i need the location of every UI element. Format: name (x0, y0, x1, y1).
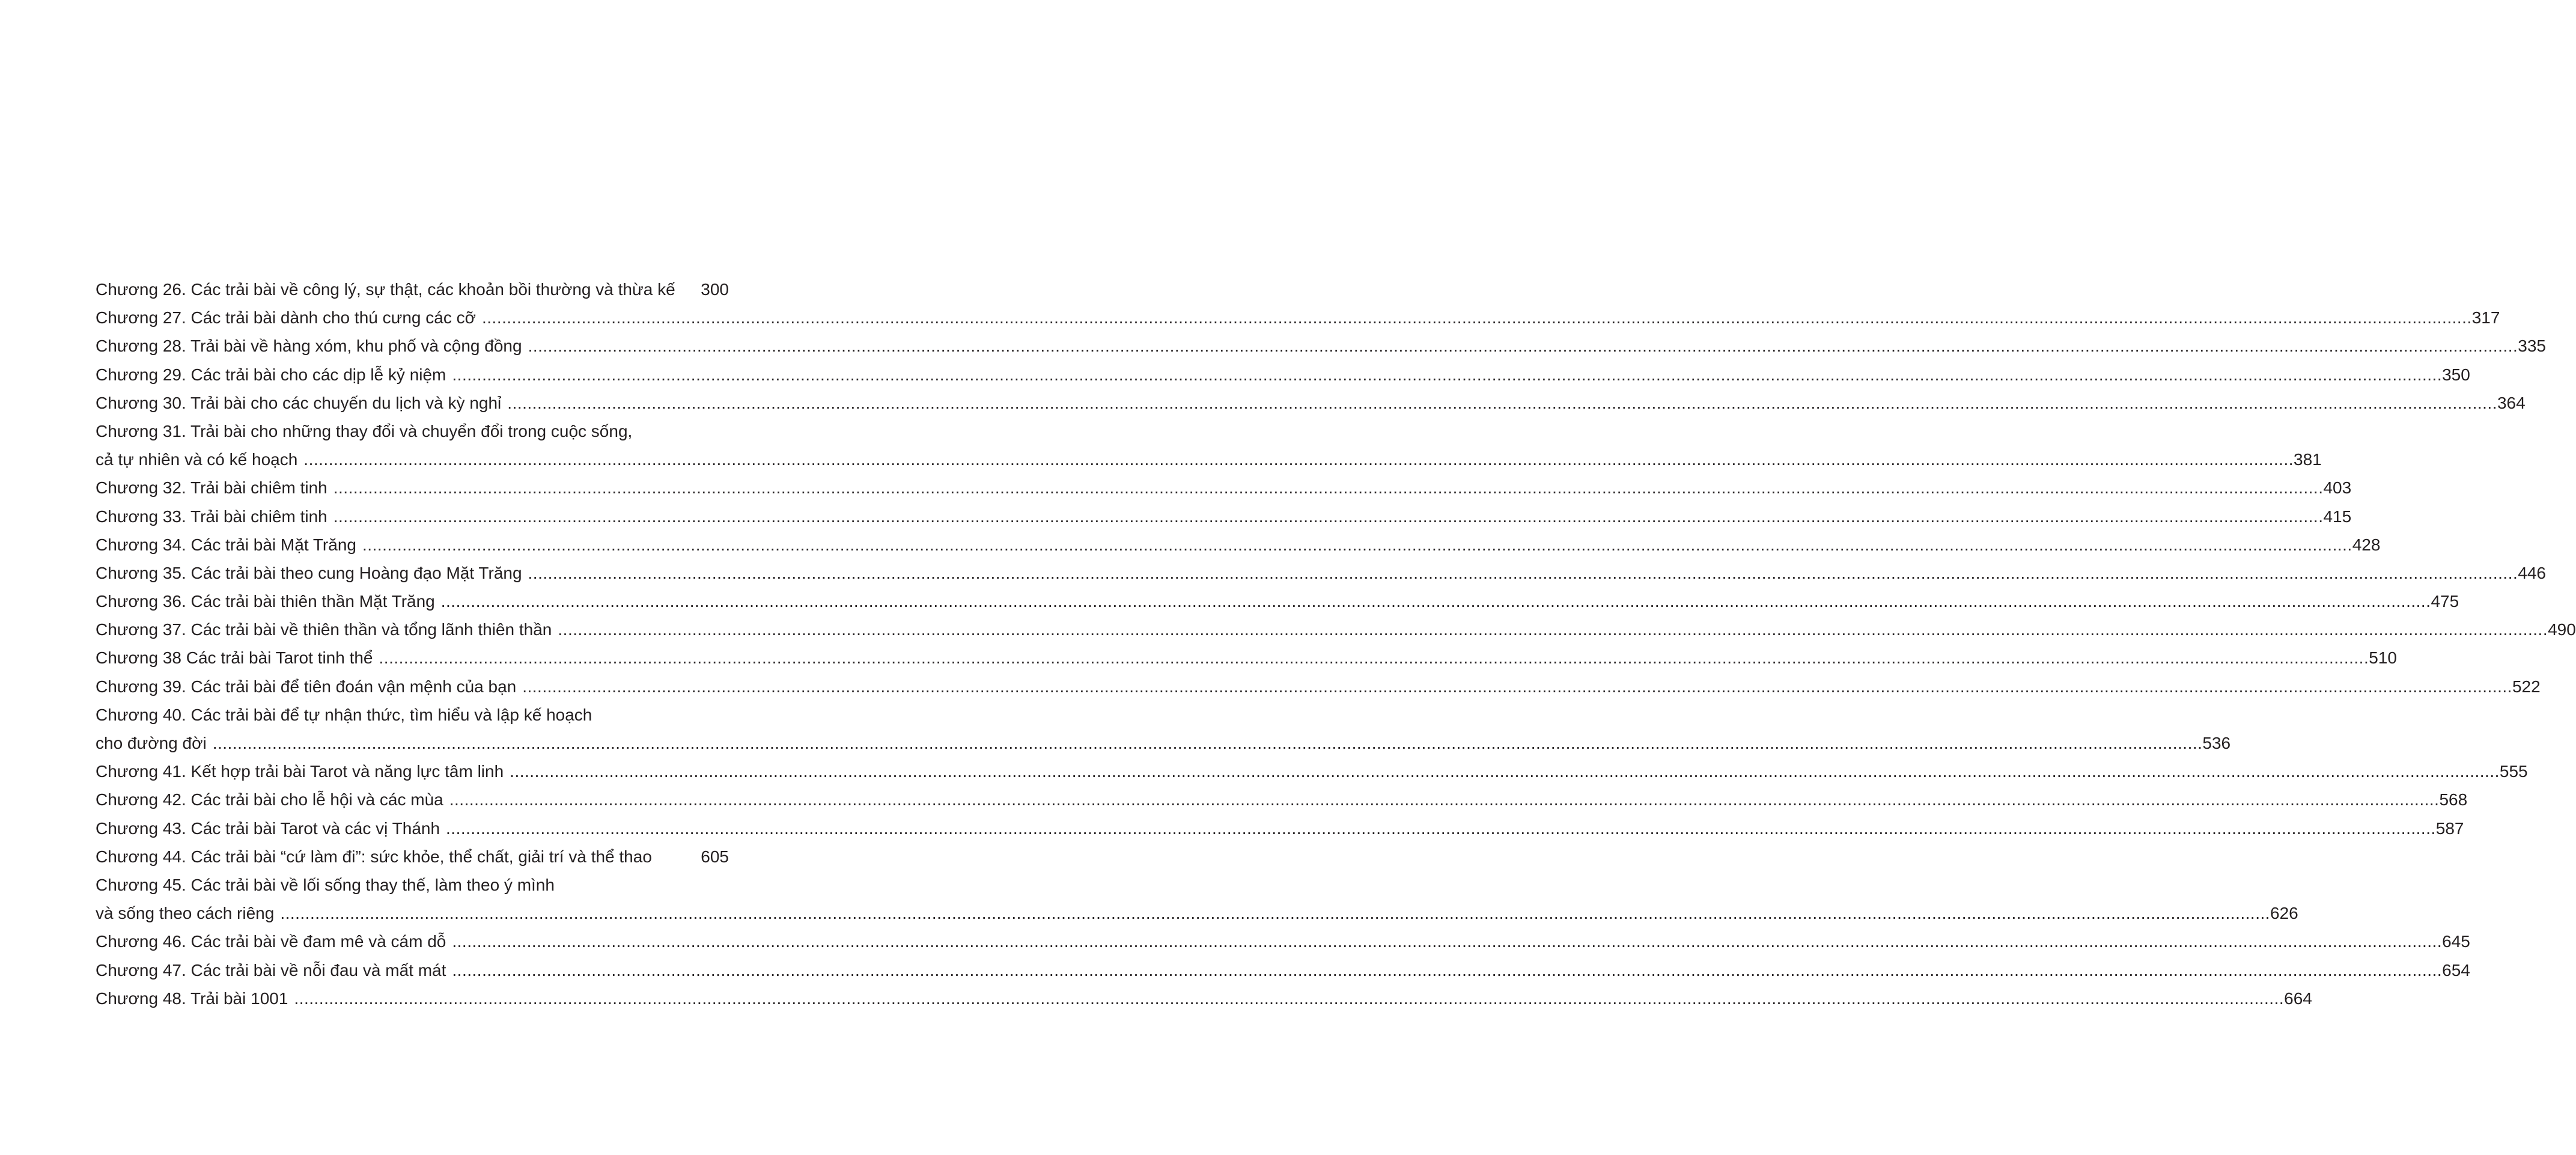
toc-page-number: 415 (2323, 507, 2352, 526)
toc-dot-leader: ................................................................................................................................................................................................................................................................................................................................................................................................................ (294, 989, 2285, 1008)
toc-dot-leader: ................................................................................................................................................................................................................................................................................................................................................................................................................ (507, 393, 2497, 412)
toc-entry-title: Chương 38 Các trải bài Tarot tinh thể (96, 648, 373, 668)
toc-dot-leader: ................................................................................................................................................................................................................................................................................................................................................................................................................ (303, 450, 2294, 469)
toc-entry (96, 531, 2381, 559)
toc-entry-title: Chương 27. Các trải bài dành cho thú cưng các cỡ (96, 308, 476, 328)
toc-entry-title: Chương 34. Các trải bài Mặt Trăng (96, 535, 356, 554)
toc-entry (96, 615, 2576, 644)
toc-entry (96, 757, 2528, 785)
toc-entry-title: Chương 42. Các trải bài cho lễ hội và các mùa (96, 790, 443, 809)
toc-dot-leader: ................................................................................................................................................................................................................................................................................................................................................................................................................ (449, 790, 2440, 809)
toc-entry (96, 559, 2546, 587)
toc-page-number: 522 (2512, 677, 2541, 696)
toc-entry (96, 785, 2468, 814)
toc-entry-title: Chương 41. Kết hợp trải bài Tarot và năng lực tâm linh (96, 762, 504, 781)
toc-dot-leader: ................................................................................................................................................................................................................................................................................................................................................................................................................ (280, 904, 2271, 923)
toc-page-number: 335 (2518, 337, 2546, 356)
toc-dot-leader: ................................................................................................................................................................................................................................................................................................................................................................................................................ (379, 648, 2369, 668)
toc-page-number: 645 (2442, 932, 2470, 951)
toc-entry (96, 474, 2352, 502)
toc-page-number: 446 (2518, 563, 2546, 582)
toc-entry (96, 417, 729, 445)
toc-page-number: 587 (2435, 818, 2464, 838)
toc-entry-title: Chương 48. Trải bài 1001 (96, 989, 288, 1008)
toc-page-number: 568 (2439, 790, 2468, 809)
toc-entry-title: Chương 28. Trải bài về hàng xóm, khu phố và cộng đồng (96, 337, 522, 356)
toc-dot-leader: ................................................................................................................................................................................................................................................................................................................................................................................................................ (446, 818, 2436, 838)
toc-entry-title: cả tự nhiên và có kế hoạch (96, 450, 298, 469)
toc-dot-leader: ................................................................................................................................................................................................................................................................................................................................................................................................................ (333, 507, 2324, 526)
toc-dot-leader: ................................................................................................................................................................................................................................................................................................................................................................................................................ (558, 620, 2548, 639)
toc-entry (96, 361, 2470, 389)
toc-entry-title: Chương 30. Trải bài cho các chuyến du lịch và kỳ nghỉ (96, 393, 502, 412)
toc-entry (96, 956, 2470, 984)
toc-entry-title: Chương 46. Các trải bài về đam mê và cám dỗ (96, 932, 446, 951)
toc-entry-title: Chương 47. Các trải bài về nỗi đau và mất mát (96, 960, 446, 980)
toc-entry-title: Chương 39. Các trải bài để tiên đoán vận mệnh của bạn (96, 677, 517, 696)
toc-entry-title: Chương 32. Trải bài chiêm tinh (96, 478, 327, 498)
toc-page-number: 300 (701, 280, 729, 299)
toc-entry-title: Chương 37. Các trải bài về thiên thần và tổng lãnh thiên thần (96, 620, 552, 639)
toc-page-number: 350 (2442, 365, 2470, 384)
toc-dot-leader: ................................................................................................................................................................................................................................................................................................................................................................................................................ (452, 365, 2443, 384)
toc-entry-title: Chương 26. Các trải bài về công lý, sự thật, các khoản bồi thường và thừa kế (96, 280, 675, 299)
toc-entry (96, 672, 2541, 701)
toc-page-number: 381 (2294, 450, 2322, 469)
toc-entry (96, 927, 2470, 955)
toc-page-number: 364 (2497, 393, 2526, 412)
toc-entry (96, 701, 729, 729)
toc-entry (96, 389, 2526, 417)
toc-entry (96, 729, 2231, 757)
toc-dot-leader: ................................................................................................................................................................................................................................................................................................................................................................................................................ (212, 734, 2203, 752)
toc-dot-leader: ................................................................................................................................................................................................................................................................................................................................................................................................................ (482, 308, 2472, 328)
toc-dot-leader: ................................................................................................................................................................................................................................................................................................................................................................................................................ (522, 677, 2512, 696)
toc-page-number: 490 (2548, 620, 2576, 639)
toc-page-number: 475 (2431, 592, 2459, 611)
toc-entry-title: Chương 33. Trải bài chiêm tinh (96, 507, 327, 526)
toc-page-number: 510 (2369, 648, 2397, 668)
toc-entry (96, 445, 2322, 474)
toc-page-number: 664 (2284, 989, 2312, 1008)
toc-dot-leader: ................................................................................................................................................................................................................................................................................................................................................................................................................ (452, 932, 2443, 951)
toc-page-number: 403 (2323, 478, 2352, 498)
toc-dot-leader: ................................................................................................................................................................................................................................................................................................................................................................................................................ (528, 337, 2518, 356)
toc-entry (96, 332, 2546, 360)
toc-entry (96, 502, 2352, 531)
toc-page-number: 654 (2442, 960, 2470, 980)
toc-entry-title: Chương 29. Các trải bài cho các dịp lễ kỷ niệm (96, 365, 446, 384)
toc-entry-title: Chương 44. Các trải bài “cứ làm đi”: sức khỏe, thể chất, giải trí và thể thao (96, 847, 652, 866)
toc-entry-title: Chương 36. Các trải bài thiên thần Mặt Trăng (96, 592, 435, 611)
toc-entry (96, 303, 2500, 332)
toc-entry-title: Chương 45. Các trải bài về lối sống thay thế, làm theo ý mình (96, 875, 555, 894)
toc-entry (96, 843, 729, 871)
toc-entry (96, 275, 729, 303)
toc-page-number: 605 (701, 847, 729, 866)
toc-entry-title: cho đường đời (96, 734, 207, 752)
toc-entry (96, 587, 2459, 615)
toc-entry (96, 644, 2397, 672)
toc-dot-leader: ................................................................................................................................................................................................................................................................................................................................................................................................................ (510, 762, 2500, 781)
toc-dot-leader: ................................................................................................................................................................................................................................................................................................................................................................................................................ (440, 592, 2431, 611)
toc-dot-leader: ................................................................................................................................................................................................................................................................................................................................................................................................................ (452, 960, 2443, 980)
toc-entry-title: Chương 43. Các trải bài Tarot và các vị Thánh (96, 818, 440, 838)
toc-entry-title: Chương 31. Trải bài cho những thay đổi và chuyển đổi trong cuộc sống, (96, 421, 633, 440)
toc-page-number: 317 (2471, 308, 2500, 328)
toc-page-number: 428 (2352, 535, 2381, 554)
toc-dot-leader: ................................................................................................................................................................................................................................................................................................................................................................................................................ (333, 478, 2324, 498)
toc-entry-title: Chương 35. Các trải bài theo cung Hoàng đạo Mặt Trăng (96, 563, 522, 582)
toc-entry-title: Chương 40. Các trải bài để tự nhận thức, tìm hiểu và lập kế hoạch (96, 705, 592, 724)
toc-entry (96, 899, 2298, 927)
toc-entry (96, 814, 2464, 843)
toc-page-number: 536 (2202, 734, 2231, 752)
toc-page-number: 626 (2270, 904, 2298, 923)
toc-entry-title: và sống theo cách riêng (96, 904, 275, 923)
toc-dot-leader: ................................................................................................................................................................................................................................................................................................................................................................................................................ (528, 563, 2518, 582)
toc-entry (96, 871, 729, 899)
toc-dot-leader: ................................................................................................................................................................................................................................................................................................................................................................................................................ (362, 535, 2352, 554)
table-of-contents (96, 275, 2576, 1013)
toc-entry (96, 984, 2312, 1013)
toc-page-number: 555 (2499, 762, 2528, 781)
